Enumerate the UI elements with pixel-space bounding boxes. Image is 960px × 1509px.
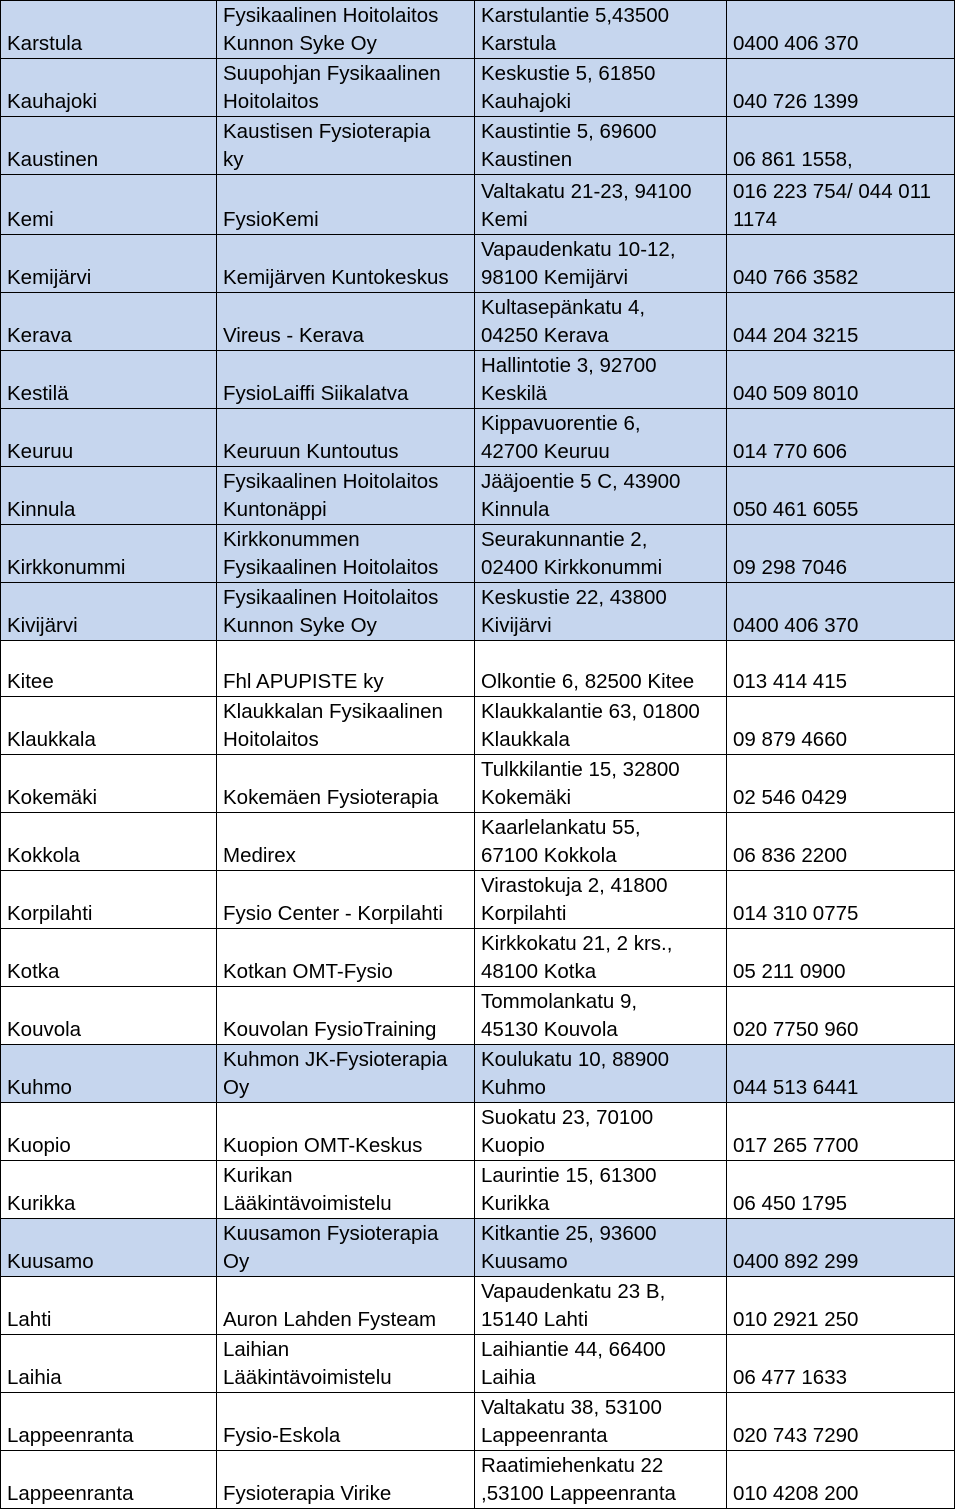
clinic-cell [217, 1103, 475, 1161]
phone-cell [727, 755, 955, 813]
phone-cell [727, 175, 955, 235]
address-line: Seurakunnantie 2, [481, 528, 648, 551]
clinic-name-line: Oy [223, 1250, 250, 1273]
city-cell [1, 1045, 217, 1103]
clinic-name-line: Auron Lahden Fysteam [223, 1308, 437, 1331]
table-row [1, 1, 955, 59]
city-name: Kokkola [7, 844, 80, 867]
clinic-name-line: Kurikan [223, 1164, 293, 1187]
city-cell [1, 1161, 217, 1219]
clinic-cell [217, 409, 475, 467]
clinic-name-line: Lääkintävoimistelu [223, 1192, 392, 1215]
clinic-name-line: FysioLaiffi Siikalatva [223, 382, 409, 405]
address-cell [475, 987, 727, 1045]
address-line: Kultasepänkatu 4, [481, 296, 646, 319]
clinic-name-line: Hoitolaitos [223, 90, 319, 113]
address-cell [475, 1451, 727, 1509]
address-line: Keskilä [481, 382, 548, 405]
city-cell [1, 929, 217, 987]
city-cell [1, 1103, 217, 1161]
address-cell [475, 583, 727, 641]
phone-cell [727, 117, 955, 175]
address-line: Keskustie 5, 61850 [481, 62, 656, 85]
address-cell [475, 1161, 727, 1219]
phone-number: 06 836 2200 [733, 844, 848, 867]
address-cell [475, 1277, 727, 1335]
city-name: Kouvola [7, 1018, 82, 1041]
clinic-cell [217, 1393, 475, 1451]
address-line: Kemi [481, 208, 528, 231]
address-cell [475, 929, 727, 987]
address-line: Kurikka [481, 1192, 550, 1215]
city-name: Kuusamo [7, 1250, 94, 1273]
table-row [1, 467, 955, 525]
address-cell [475, 409, 727, 467]
clinic-cell [217, 871, 475, 929]
phone-number: 040 766 3582 [733, 266, 859, 289]
address-line: Laurintie 15, 61300 [481, 1164, 657, 1187]
phone-cell [727, 351, 955, 409]
address-line: Kinnula [481, 498, 550, 521]
clinic-cell [217, 175, 475, 235]
city-name: Kitee [7, 670, 54, 693]
address-line: Valtakatu 21-23, 94100 [481, 180, 692, 203]
clinic-cell [217, 1219, 475, 1277]
phone-cell [727, 1277, 955, 1335]
phone-number: 06 861 1558, [733, 148, 853, 171]
address-line: Klaukkala [481, 728, 570, 751]
address-cell [475, 235, 727, 293]
clinic-cell [217, 929, 475, 987]
clinic-name-line: Kuntonäppi [223, 498, 327, 521]
table-row [1, 293, 955, 351]
address-line: 15140 Lahti [481, 1308, 589, 1331]
city-name: Kuhmo [7, 1076, 72, 1099]
address-line: Valtakatu 38, 53100 [481, 1396, 662, 1419]
address-cell [475, 1045, 727, 1103]
table-row [1, 813, 955, 871]
city-cell [1, 871, 217, 929]
address-line: Kokemäki [481, 786, 572, 809]
address-line: Kitkantie 25, 93600 [481, 1222, 657, 1245]
address-cell [475, 1, 727, 59]
clinic-cell [217, 293, 475, 351]
address-line: Kirkkokatu 21, 2 krs., [481, 932, 673, 955]
city-cell [1, 755, 217, 813]
city-cell [1, 697, 217, 755]
clinic-name-line: Kuhmon JK-Fysioterapia [223, 1048, 448, 1071]
phone-cell [727, 871, 955, 929]
clinic-name-line: Kuopion OMT-Keskus [223, 1134, 423, 1157]
address-line: Tulkkilantie 15, 32800 [481, 758, 680, 781]
table-row [1, 641, 955, 697]
clinic-name-line: Vireus - Kerava [223, 324, 364, 347]
city-name: Lahti [7, 1308, 52, 1331]
clinic-name-line: Fhl APUPISTE ky [223, 670, 384, 693]
phone-number: 014 770 606 [733, 440, 848, 463]
city-cell [1, 1277, 217, 1335]
city-name: Korpilahti [7, 902, 93, 925]
city-name: Klaukkala [7, 728, 96, 751]
address-cell [475, 755, 727, 813]
city-name: Lappeenranta [7, 1482, 134, 1505]
city-name: Laihia [7, 1366, 62, 1389]
phone-number: 0400 892 299 [733, 1250, 859, 1273]
clinic-name-line: Kouvolan FysioTraining [223, 1018, 437, 1041]
phone-number: 010 2921 250 [733, 1308, 859, 1331]
phone-number: 0400 406 370 [733, 614, 859, 637]
table-row [1, 525, 955, 583]
address-line: Tommolankatu 9, [481, 990, 638, 1013]
address-line: Kippavuorentie 6, [481, 412, 641, 435]
city-name: Lappeenranta [7, 1424, 134, 1447]
address-line: ,53100 Lappeenranta [481, 1482, 676, 1505]
address-line: Lappeenranta [481, 1424, 608, 1447]
clinic-cell [217, 1045, 475, 1103]
clinic-cell [217, 755, 475, 813]
phone-cell [727, 1045, 955, 1103]
phone-number: 044 204 3215 [733, 324, 859, 347]
city-cell [1, 59, 217, 117]
phone-cell [727, 59, 955, 117]
clinic-name-line: Fysikaalinen Hoitolaitos [223, 586, 439, 609]
address-line: Koulukatu 10, 88900 [481, 1048, 670, 1071]
phone-number: 040 726 1399 [733, 90, 859, 113]
phone-number: 014 310 0775 [733, 902, 859, 925]
clinic-cell [217, 1161, 475, 1219]
clinic-name-line: Kokemäen Fysioterapia [223, 786, 439, 809]
city-cell [1, 583, 217, 641]
clinic-name-line: Oy [223, 1076, 250, 1099]
clinic-cell [217, 351, 475, 409]
table-row [1, 1277, 955, 1335]
city-cell [1, 813, 217, 871]
city-name: Kestilä [7, 382, 69, 405]
address-line: 48100 Kotka [481, 960, 597, 983]
table-row [1, 755, 955, 813]
phone-number: 0400 406 370 [733, 32, 859, 55]
phone-number: 017 265 7700 [733, 1134, 859, 1157]
clinic-name-line: Fysikaalinen Hoitolaitos [223, 4, 439, 27]
phone-cell [727, 929, 955, 987]
phone-cell [727, 293, 955, 351]
clinic-name-line: FysioKemi [223, 208, 319, 231]
table-row [1, 929, 955, 987]
phone-number: 06 477 1633 [733, 1366, 848, 1389]
city-name: Kemi [7, 208, 54, 231]
city-cell [1, 987, 217, 1045]
clinic-name-line: Fysio Center - Korpilahti [223, 902, 443, 925]
address-line: Kuhmo [481, 1076, 546, 1099]
phone-cell [727, 1393, 955, 1451]
phone-cell [727, 1219, 955, 1277]
phone-number: 013 414 415 [733, 670, 848, 693]
phone-cell [727, 235, 955, 293]
address-cell [475, 467, 727, 525]
clinic-cell [217, 467, 475, 525]
address-line: Vapaudenkatu 23 B, [481, 1280, 666, 1303]
phone-cell [727, 1103, 955, 1161]
phone-number: 016 223 754/ 044 011 1174 [733, 180, 931, 231]
clinic-name-line: Keuruun Kuntoutus [223, 440, 399, 463]
address-line: Kuusamo [481, 1250, 568, 1273]
clinic-name-line: Medirex [223, 844, 296, 867]
clinic-name-line: Suupohjan Fysikaalinen [223, 62, 441, 85]
phone-cell [727, 1335, 955, 1393]
phone-number: 040 509 8010 [733, 382, 859, 405]
phone-cell [727, 409, 955, 467]
phone-cell [727, 467, 955, 525]
clinic-cell [217, 1, 475, 59]
city-cell [1, 1335, 217, 1393]
city-name: Kirkkonummi [7, 556, 126, 579]
clinic-cell [217, 641, 475, 697]
city-cell [1, 641, 217, 697]
city-cell [1, 409, 217, 467]
phone-number: 09 879 4660 [733, 728, 848, 751]
city-name: Kivijärvi [7, 614, 78, 637]
clinic-cell [217, 813, 475, 871]
address-line: 42700 Keuruu [481, 440, 610, 463]
city-cell [1, 293, 217, 351]
address-cell [475, 525, 727, 583]
city-name: Kerava [7, 324, 72, 347]
city-name: Kokemäki [7, 786, 98, 809]
table-row [1, 1335, 955, 1393]
table-row [1, 59, 955, 117]
table-row [1, 1045, 955, 1103]
table-row [1, 697, 955, 755]
table-row [1, 583, 955, 641]
address-line: Vapaudenkatu 10-12, [481, 238, 676, 261]
phone-number: 020 743 7290 [733, 1424, 859, 1447]
clinic-name-line: Kemijärven Kuntokeskus [223, 266, 449, 289]
phone-cell [727, 525, 955, 583]
address-line: 45130 Kouvola [481, 1018, 618, 1041]
address-cell [475, 1103, 727, 1161]
table-row [1, 1103, 955, 1161]
directory-body [1, 1, 955, 1509]
address-line: Olkontie 6, 82500 Kitee [481, 670, 695, 693]
city-cell [1, 235, 217, 293]
clinic-name-line: Lääkintävoimistelu [223, 1366, 392, 1389]
address-line: Karstula [481, 32, 557, 55]
city-cell [1, 467, 217, 525]
address-line: Virastokuja 2, 41800 [481, 874, 668, 897]
city-name: Kinnula [7, 498, 76, 521]
city-cell [1, 525, 217, 583]
address-cell [475, 175, 727, 235]
phone-cell [727, 1161, 955, 1219]
table-row [1, 409, 955, 467]
phone-number: 05 211 0900 [733, 960, 846, 983]
table-row [1, 1219, 955, 1277]
clinic-name-line: Kotkan OMT-Fysio [223, 960, 393, 983]
clinic-name-line: Kirkkonummen [223, 528, 360, 551]
address-line: Kaarlelankatu 55, [481, 816, 641, 839]
clinic-cell [217, 235, 475, 293]
table-row [1, 1161, 955, 1219]
address-line: Kauhajoki [481, 90, 572, 113]
address-line: Suokatu 23, 70100 [481, 1106, 654, 1129]
phone-number: 010 4208 200 [733, 1482, 859, 1505]
clinic-cell [217, 525, 475, 583]
clinic-name-line: ky [223, 148, 244, 171]
address-cell [475, 351, 727, 409]
table-row [1, 987, 955, 1045]
clinic-name-line: Hoitolaitos [223, 728, 319, 751]
clinic-name-line: Fysio-Eskola [223, 1424, 341, 1447]
address-cell [475, 1393, 727, 1451]
clinic-name-line: Fysioterapia Virike [223, 1482, 392, 1505]
address-cell [475, 117, 727, 175]
table-row [1, 351, 955, 409]
phone-cell [727, 1451, 955, 1509]
address-line: Korpilahti [481, 902, 567, 925]
clinic-cell [217, 59, 475, 117]
clinic-cell [217, 987, 475, 1045]
clinic-cell [217, 697, 475, 755]
address-line: 67100 Kokkola [481, 844, 617, 867]
address-line: Laihia [481, 1366, 536, 1389]
clinic-name-line: Klaukkalan Fysikaalinen [223, 700, 443, 723]
address-cell [475, 697, 727, 755]
address-cell [475, 871, 727, 929]
clinic-name-line: Laihian [223, 1338, 290, 1361]
address-line: Keskustie 22, 43800 [481, 586, 667, 609]
city-name: Karstula [7, 32, 83, 55]
address-cell [475, 1219, 727, 1277]
phone-number: 020 7750 960 [733, 1018, 859, 1041]
phone-cell [727, 987, 955, 1045]
phone-cell [727, 641, 955, 697]
city-cell [1, 1219, 217, 1277]
city-name: Kurikka [7, 1192, 76, 1215]
address-cell [475, 59, 727, 117]
clinic-cell [217, 1277, 475, 1335]
phone-cell [727, 697, 955, 755]
table-row [1, 1451, 955, 1509]
phone-number: 09 298 7046 [733, 556, 848, 579]
table-row [1, 117, 955, 175]
address-line: Karstulantie 5,43500 [481, 4, 670, 27]
clinic-cell [217, 1335, 475, 1393]
city-name: Kotka [7, 960, 60, 983]
phone-cell [727, 813, 955, 871]
clinic-name-line: Kunnon Syke Oy [223, 614, 377, 637]
city-name: Kemijärvi [7, 266, 92, 289]
city-cell [1, 351, 217, 409]
address-line: Kuopio [481, 1134, 545, 1157]
address-line: 98100 Kemijärvi [481, 266, 628, 289]
clinic-name-line: Kaustisen Fysioterapia [223, 120, 431, 143]
city-name: Kaustinen [7, 148, 99, 171]
city-cell [1, 1, 217, 59]
address-line: Raatimiehenkatu 22 [481, 1454, 664, 1477]
city-cell [1, 1451, 217, 1509]
phone-number: 044 513 6441 [733, 1076, 859, 1099]
city-name: Kuopio [7, 1134, 71, 1157]
address-line: Laihiantie 44, 66400 [481, 1338, 666, 1361]
city-name: Keuruu [7, 440, 74, 463]
phone-number: 06 450 1795 [733, 1192, 848, 1215]
address-line: Jääjoentie 5 C, 43900 [481, 470, 681, 493]
clinic-name-line: Fysikaalinen Hoitolaitos [223, 556, 439, 579]
clinic-name-line: Fysikaalinen Hoitolaitos [223, 470, 439, 493]
clinic-cell [217, 117, 475, 175]
address-line: Hallintotie 3, 92700 [481, 354, 657, 377]
address-cell [475, 293, 727, 351]
clinic-name-line: Kunnon Syke Oy [223, 32, 377, 55]
phone-cell [727, 1, 955, 59]
address-line: 04250 Kerava [481, 324, 609, 347]
clinic-cell [217, 583, 475, 641]
address-line: Klaukkalantie 63, 01800 [481, 700, 700, 723]
city-cell [1, 1393, 217, 1451]
table-row [1, 175, 955, 235]
table-row [1, 1393, 955, 1451]
address-cell [475, 641, 727, 697]
city-cell [1, 117, 217, 175]
clinic-name-line: Kuusamon Fysioterapia [223, 1222, 439, 1245]
phone-number: 02 546 0429 [733, 786, 848, 809]
city-name: Kauhajoki [7, 90, 98, 113]
city-cell [1, 175, 217, 235]
address-line: Kivijärvi [481, 614, 552, 637]
table-row [1, 871, 955, 929]
address-line: Kaustintie 5, 69600 [481, 120, 657, 143]
phone-number: 050 461 6055 [733, 498, 859, 521]
address-cell [475, 813, 727, 871]
clinic-cell [217, 1451, 475, 1509]
address-cell [475, 1335, 727, 1393]
address-line: 02400 Kirkkonummi [481, 556, 663, 579]
phone-cell [727, 583, 955, 641]
address-line: Kaustinen [481, 148, 573, 171]
table-row [1, 235, 955, 293]
